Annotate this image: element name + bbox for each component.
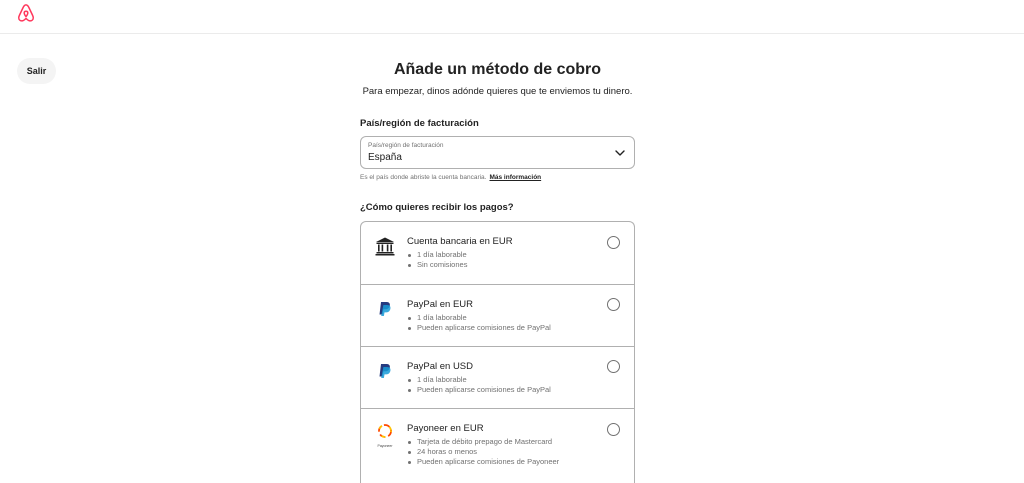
payout-option-detail: 1 día laborable xyxy=(407,313,551,323)
payout-option-title: PayPal en USD xyxy=(407,361,474,372)
payout-option-paypal-usd[interactable] xyxy=(361,346,634,408)
payout-option-payoneer-eur[interactable] xyxy=(361,408,634,483)
payout-option-detail: Pueden aplicarse comisiones de PayPal xyxy=(407,323,551,333)
billing-country-value: España xyxy=(368,152,402,163)
paypal-icon xyxy=(375,299,395,319)
top-bar xyxy=(0,0,1024,34)
billing-country-caption: País/región de facturación xyxy=(368,142,444,149)
exit-button[interactable] xyxy=(17,58,56,84)
payoneer-icon xyxy=(375,423,395,447)
payout-option-detail: 24 horas o menos xyxy=(407,447,559,457)
payout-option-detail: Sin comisiones xyxy=(407,260,467,270)
payout-option-detail: Tarjeta de débito prepago de Mastercard xyxy=(407,437,559,447)
payout-option-radio[interactable] xyxy=(607,298,620,311)
payout-option-radio[interactable] xyxy=(607,236,620,249)
more-info-link[interactable]: Más información xyxy=(489,174,542,181)
payout-option-detail: 1 día laborable xyxy=(407,250,467,260)
billing-country-select[interactable] xyxy=(360,136,635,169)
bank-icon xyxy=(375,236,395,256)
payout-option-details xyxy=(407,375,551,395)
payout-option-bank-eur[interactable] xyxy=(361,222,634,284)
payout-option-details xyxy=(407,313,551,333)
billing-section-label: País/región de facturación xyxy=(360,118,479,129)
payout-option-title: PayPal en EUR xyxy=(407,299,474,310)
payout-option-radio[interactable] xyxy=(607,423,620,436)
chevron-down-icon xyxy=(615,149,625,157)
airbnb-logo-icon[interactable] xyxy=(16,3,36,23)
payout-option-title: Payoneer en EUR xyxy=(407,423,484,434)
exit-button-label: Salir xyxy=(26,66,47,76)
billing-helper-text: Es el país donde abriste la cuenta bancaria. xyxy=(360,174,487,181)
payout-option-details xyxy=(407,250,467,270)
payout-option-radio[interactable] xyxy=(607,360,620,373)
payout-option-details xyxy=(407,437,559,467)
payout-option-title: Cuenta bancaria en EUR xyxy=(407,236,513,247)
payout-option-paypal-eur[interactable] xyxy=(361,284,634,346)
payout-options-list xyxy=(360,221,635,483)
payout-option-detail: Pueden aplicarse comisiones de Payoneer xyxy=(407,457,559,467)
page-title: Añade un método de cobro xyxy=(393,61,602,78)
payoneer-icon-text: Payoneer xyxy=(377,444,393,448)
paypal-icon xyxy=(375,361,395,381)
payoneer-ring-icon xyxy=(375,423,395,439)
payout-section-label: ¿Cómo quieres recibir los pagos? xyxy=(360,202,514,213)
payout-option-detail: 1 día laborable xyxy=(407,375,551,385)
payout-option-detail: Pueden aplicarse comisiones de PayPal xyxy=(407,385,551,395)
billing-helper xyxy=(360,174,541,181)
page-subtitle: Para empezar, dinos adónde quieres que te enviemos tu dinero. xyxy=(362,86,633,97)
